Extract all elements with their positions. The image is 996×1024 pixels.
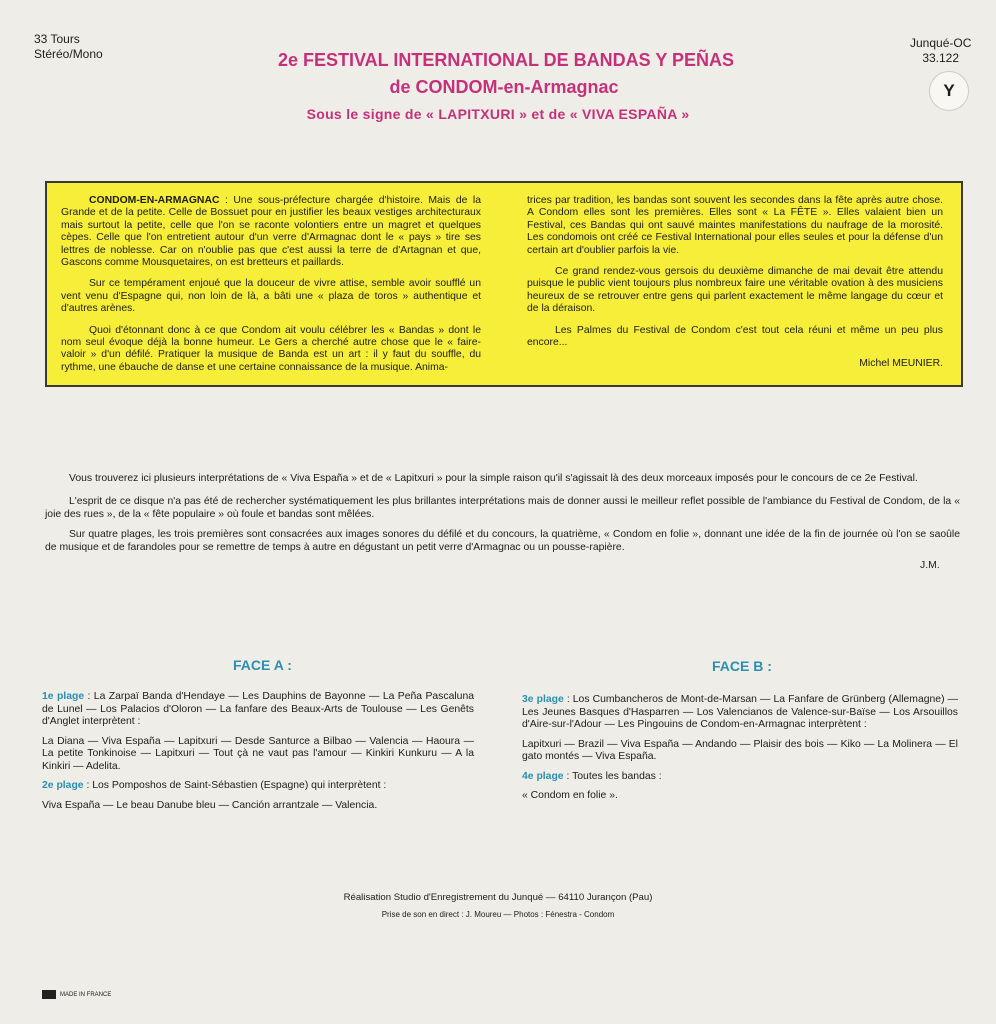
plage-1: 1e plage : La Zarpaï Banda d'Hendaye — Les Dauphins de Bayonne — La Peña Pascaluna de Lunel — Los Palacios d'Oloron — La fanfare des Beaux-Arts de Toulouse — Les Genêts d'Anglet interprètent : bbox=[42, 691, 474, 727]
plage-3-label: 3e plage bbox=[522, 694, 564, 705]
plage-2: 2e plage : Los Pomposhos de Saint-Sébastien (Espagne) qui interprètent : bbox=[42, 780, 387, 791]
notes-paragraph-3: Sur quatre plages, les trois premières sont consacrées aux images sonores du défilé et du concours, la quatrième, « Condom en folie », donnant une idée de la fin de journée où l'on se saoûle de musique et de farandoles pour se remettre de temps à autre en dégustant un petit verre d'Armagnac ou un pousse-rapière. bbox=[45, 529, 960, 553]
liner-notes-left-column bbox=[61, 195, 481, 383]
main-title: 2e FESTIVAL INTERNATIONAL DE BANDAS Y PEÑAS bbox=[277, 50, 735, 70]
made-in-label: MADE IN FRANCE bbox=[60, 991, 112, 998]
plage-1-label: 1e plage bbox=[42, 691, 85, 702]
notes-paragraph-2: L'esprit de ce disque n'a pas été de rechercher systématiquement les plus brillantes interprétations mais de donner aussi le meilleur reflet possible de l'ambiance du Festival de Condom, de la « joie des rues », de la « fête populaire » où foule et bandas sont mêlées. bbox=[45, 496, 960, 520]
liner-paragraph: Les Palmes du Festival de Condom c'est tout cela réuni et même un peu plus encore... bbox=[527, 324, 943, 349]
face-a-tracklist bbox=[42, 691, 474, 819]
production-credits: Réalisation Studio d'Enregistrement du Junqué — 64110 Jurançon (Pau) bbox=[343, 892, 653, 903]
plage-4-label: 4e plage bbox=[522, 770, 564, 782]
author-signature: Michel MEUNIER. bbox=[859, 358, 943, 370]
plage-4: 4e plage : Toutes les bandas : bbox=[522, 770, 662, 782]
plage-3-tracks: Lapitxuri — Brazil — Viva España — Andando — Plaisir des bois — Kiko — La Molinera — El gato montés — Viva España. bbox=[522, 738, 958, 762]
face-b-title: FACE B : bbox=[712, 658, 772, 674]
subtitle: de CONDOM-en-Armagnac bbox=[389, 77, 619, 97]
liner-lead: CONDOM-EN-ARMAGNAC bbox=[89, 195, 220, 206]
notes-paragraph-1: Vous trouverez ici plusieurs interprétations de « Viva España » et de « Lapitxuri » pour la simple raison qu'il s'agissait là des deux morceaux imposés pour le concours de ce 2e Festival. bbox=[69, 473, 918, 484]
face-b-tracklist bbox=[522, 694, 958, 810]
plage-3: 3e plage : Los Cumbancheros de Mont-de-Marsan — La Fanfare de Grünberg (Allemagne) — Les Jeunes Basques d'Hasparren — Los Valencianos de Valence-sur-Baïse — Los Arsouillos d'Aire-sur-l'Adour — Les Pingouins de Condom-en-Armagnac interprètent : bbox=[522, 694, 958, 730]
notes-initials: J.M. bbox=[920, 560, 940, 571]
format-audio: Stéréo/Mono bbox=[34, 47, 103, 61]
label-logo-icon bbox=[42, 990, 56, 999]
made-in-france bbox=[42, 990, 111, 999]
liner-paragraph: trices par tradition, les bandas sont souvent les secondes dans la fête après autre chose. A Condom elles sont les premières. Elles sont « La FÊTE ». Elles valaient bien un Festival, ces Bandas qui ont sauvé maintes manifestations du naufrage de la morosité. Les condomois ont créé ce Festival International pour elles seules et pour la défense d'un certain art d'oublier parfois la vie. bbox=[527, 195, 943, 256]
liner-paragraph: Sur ce tempérament enjoué que la douceur de vivre attise, semble avoir soufflé un vent venu d'Espagne qui, non loin de là, a bâti une « plaza de toros » authentique et d'autres arènes. bbox=[61, 278, 481, 315]
liner-notes-right-column bbox=[527, 195, 943, 371]
face-a-title: FACE A : bbox=[233, 657, 292, 673]
tagline: Sous le signe de « LAPITXURI » et de « VIVA ESPAÑA » bbox=[306, 106, 690, 122]
label-name: Junqué-OC bbox=[910, 36, 972, 50]
liner-notes-box bbox=[45, 181, 963, 387]
format-speed: 33 Tours bbox=[34, 32, 80, 46]
liner-paragraph: CONDOM-EN-ARMAGNAC : Une sous-préfecture chargée d'histoire. Mais de la Grande et de la petite. Celle de Bossuet pour en justifier les beaux vestiges architecturaux mais surtout la petite, celle que l'on se raconte volontiers entre un magret et quelques cèpes. Celle que l'on entretient autour d'un verre d'Armagnac dont le « pays » tire ses lettres de noblesse. Car on n'oublie pas que c'est aussi la terre de d'Artagnan et que, Gascons comme Mousquetaires, on est bretteurs et paillards. bbox=[61, 195, 481, 269]
catalog-number: 33.122 bbox=[922, 51, 960, 65]
plage-1-tracks: La Diana — Viva España — Lapitxuri — Desde Santurce a Bilbao — Valencia — Haoura — La petite Tonkinoise — Lapitxuri — Tout çà ne vaut pas l'amour — Kinkiri Kunkuru — A la Kinkiri — Adelita. bbox=[42, 735, 474, 772]
recording-credits: Prise de son en direct : J. Moureu — Photos : Fénestra - Condom bbox=[381, 910, 615, 919]
catalog-badge: Y bbox=[929, 71, 969, 111]
liner-paragraph: Quoi d'étonnant donc à ce que Condom ait voulu célébrer les « Bandas » dont le nom seul évoque déjà la bonne humeur. Le Gers a cherché autre chose que le « faire-valoir » d'un défilé. Pratiquer la musique de Banda est un art : il y faut du souffle, du rythme, une ébauche de danse et une certaine connaissance de la musique. Anima- bbox=[61, 324, 481, 373]
plage-2-label: 2e plage bbox=[42, 780, 84, 791]
plage-2-tracks: Viva España — Le beau Danube bleu — Canción arrantzale — Valencia. bbox=[42, 799, 378, 811]
liner-paragraph: Ce grand rendez-vous gersois du deuxième dimanche de mai devait être attendu puisque le public vient toujours plus nombreux faire une véritable ovation à des musiciens heureux de se retrouver entre gens qui parlent exactement le même langage du cœur et de la déraison. bbox=[527, 266, 943, 315]
plage-4-tracks: « Condom en folie ». bbox=[522, 790, 618, 801]
